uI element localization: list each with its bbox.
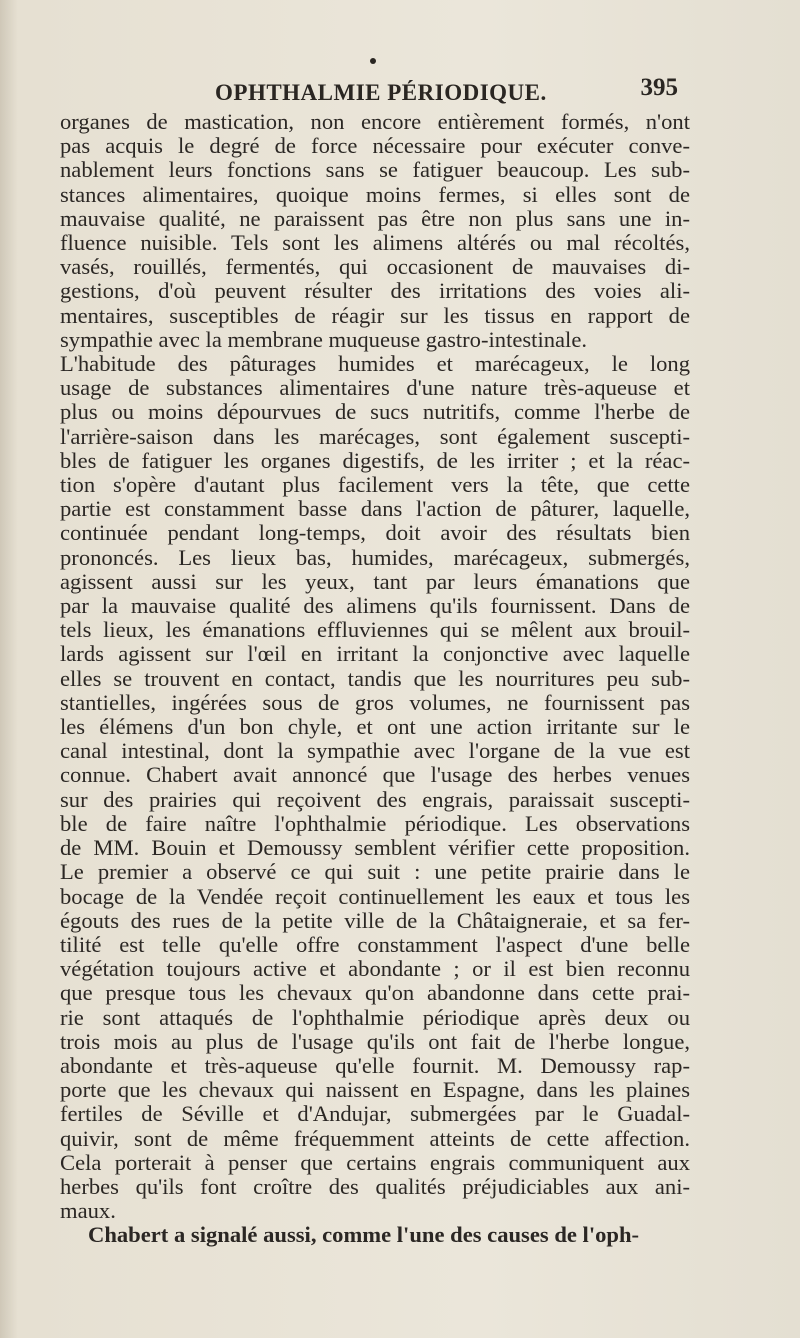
- text-line: usage de substances alimentaires d'une nature très-aqueuse et: [60, 375, 690, 401]
- body-text: [60, 110, 690, 1248]
- text-line: ble de faire naître l'ophthalmie périodique. Les observations: [60, 810, 690, 836]
- text-line: herbes qu'ils font croître des qualités préjudiciables aux ani-: [60, 1173, 690, 1199]
- text-line: mentaires, susceptibles de réagir sur les tissus en rapport de: [60, 302, 690, 328]
- text-line: Le premier a observé ce qui suit : une petite prairie dans le: [60, 859, 690, 885]
- text-line: végétation toujours active et abondante ; or il est bien reconnu: [60, 956, 690, 982]
- text-line: agissent aussi sur les yeux, tant par leurs émanations que: [60, 568, 690, 594]
- text-line: tels lieux, les émanations effluviennes qui se mêlent aux brouil-: [60, 617, 690, 643]
- text-line: organes de mastication, non encore entièrement formés, n'ont: [60, 109, 690, 134]
- text-line: lards agissent sur l'œil en irritant la conjonctive avec laquelle: [60, 641, 690, 667]
- text-line: porte que les chevaux qui naissent en Espagne, dans les plaines: [60, 1077, 690, 1103]
- text-line: de MM. Bouin et Demoussy semblent vérifier cette proposition.: [60, 835, 690, 861]
- text-line: pas acquis le degré de force nécessaire pour exécuter conve-: [60, 133, 690, 159]
- text-line: bocage de la Vendée reçoit continuellement les eaux et tous les: [60, 883, 690, 909]
- text-line: égouts des rues de la petite ville de la Châtaigneraie, et sa fer-: [60, 907, 690, 933]
- text-line: trois mois au plus de l'usage qu'ils ont fait de l'herbe longue,: [60, 1028, 690, 1054]
- text-line: l'arrière-saison dans les marécages, sont également suscepti-: [60, 423, 690, 449]
- text-line: connue. Chabert avait annoncé que l'usage des herbes venues: [60, 762, 690, 788]
- text-line: les élémens d'un bon chyle, et ont une action irritante sur le: [60, 714, 690, 740]
- text-line: elles se trouvent en contact, tandis que les nourritures peu sub-: [60, 665, 690, 691]
- ink-dot: [370, 58, 376, 64]
- text-line: Cela porterait à penser que certains engrais communiquent aux: [60, 1149, 690, 1175]
- running-title: OPHTHALMIE PÉRIODIQUE.: [215, 80, 547, 105]
- text-line: abondante et très-aqueuse qu'elle fournit. M. Demoussy rap-: [60, 1052, 690, 1078]
- page-number: 395: [640, 74, 678, 101]
- text-line: quivir, sont de même fréquemment atteints de cette affection.: [60, 1125, 690, 1151]
- text-line: que presque tous les chevaux qu'on abandonne dans cette prai-: [60, 980, 690, 1006]
- text-line: Chabert a signalé aussi, comme l'une des causes de l'oph-: [88, 1222, 640, 1248]
- text-line: bles de fatiguer les organes digestifs, de les irriter ; et la réac-: [60, 447, 690, 473]
- text-line: rie sont attaqués de l'ophthalmie périodique après deux ou: [60, 1004, 690, 1030]
- text-line: stances alimentaires, quoique moins fermes, si elles sont de: [60, 181, 690, 207]
- text-line: tilité est telle qu'elle offre constamment l'aspect d'une belle: [60, 931, 690, 957]
- text-line: maux.: [60, 1198, 116, 1224]
- text-line: fluence nuisible. Tels sont les alimens altérés ou mal récoltés,: [60, 230, 690, 256]
- text-line: stantielles, ingérées sous de gros volumes, ne fournissent pas: [60, 689, 690, 715]
- text-line: mauvaise qualité, ne paraissent pas être non plus sans une in-: [60, 205, 690, 231]
- text-line: fertiles de Séville et d'Andujar, submergées par le Guadal-: [60, 1101, 690, 1127]
- text-line: tion s'opère d'autant plus facilement vers la tête, que cette: [60, 472, 690, 498]
- text-line: partie est constamment basse dans l'action de pâturer, laquelle,: [60, 496, 690, 522]
- text-line: plus ou moins dépourvues de sucs nutritifs, comme l'herbe de: [60, 399, 690, 425]
- text-line: prononcés. Les lieux bas, humides, marécageux, submergés,: [60, 544, 690, 570]
- text-line: sympathie avec la membrane muqueuse gastro-intestinale.: [60, 326, 588, 352]
- text-line: canal intestinal, dont la sympathie avec l'organe de la vue est: [60, 738, 690, 764]
- text-line: par la mauvaise qualité des alimens qu'ils fournissent. Dans de: [60, 593, 690, 619]
- text-line: continuée pendant long-temps, doit avoir des résultats bien: [60, 520, 690, 546]
- text-line: vasés, rouillés, fermentés, qui occasionent de mauvaises di-: [60, 254, 690, 280]
- text-line: nablement leurs fonctions sans se fatiguer beaucoup. Les sub-: [60, 157, 690, 183]
- text-line: sur des prairies qui reçoivent des engrais, paraissait suscepti-: [60, 786, 690, 812]
- text-line: L'habitude des pâturages humides et marécageux, le long: [60, 351, 690, 377]
- text-line: gestions, d'où peuvent résulter des irritations des voies ali-: [60, 278, 690, 304]
- page-header: [60, 70, 680, 110]
